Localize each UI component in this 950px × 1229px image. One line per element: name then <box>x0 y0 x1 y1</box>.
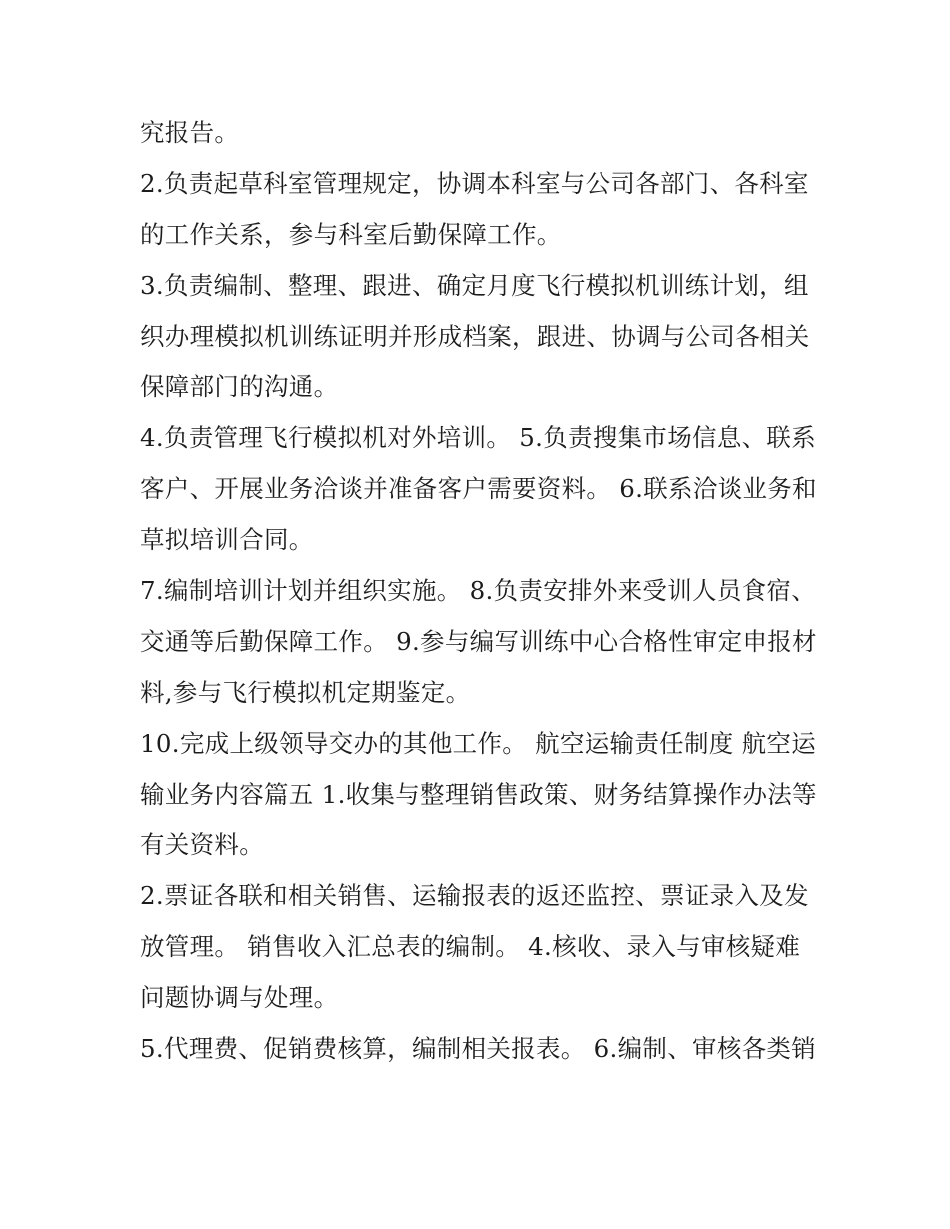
text-line: 的工作关系，参与科室后勤保障工作。 <box>140 219 562 249</box>
text-line: 7.编制培训计划并组织实施。 8.负责安排外来受训人员食宿、 <box>140 576 817 606</box>
text-line: 放管理。 销售收入汇总表的编制。 4.核收、录入与审核疑难 <box>140 932 801 962</box>
text-line: 2.票证各联和相关销售、运输报表的返还监控、票证录入及发 <box>140 881 809 911</box>
text-line: 4.负责管理飞行模拟机对外培训。 5.负责搜集市场信息、联系 <box>140 423 817 453</box>
text-line: 5.代理费、促销费核算，编制相关报表。 6.编制、审核各类销 <box>140 1034 817 1064</box>
document-body <box>140 108 830 1075</box>
text-line: 3.负责编制、整理、跟进、确定月度飞行模拟机训练计划，组 <box>140 270 809 300</box>
text-line: 究报告。 <box>140 118 240 147</box>
text-line: 草拟培训合同。 <box>140 525 314 555</box>
text-line: 客户、开展业务洽谈并准备客户需要资料。 6.联系洽谈业务和 <box>140 474 817 504</box>
text-line: 输业务内容篇五 1.收集与整理销售政策、财务结算操作办法等 <box>140 779 817 809</box>
text-line: 2.负责起草科室管理规定，协调本科室与公司各部门、各科室 <box>140 168 809 198</box>
text-line: 织办理模拟机训练证明并形成档案，跟进、协调与公司各相关 <box>140 321 810 351</box>
text-line: 问题协调与处理。 <box>140 983 339 1013</box>
text-line: 交通等后勤保障工作。 9.参与编写训练中心合格性审定申报材 <box>140 626 817 656</box>
text-line: 料,参与飞行模拟机定期鉴定。 <box>140 677 471 707</box>
text-line: 有关资料。 <box>140 830 264 860</box>
text-line: 保障部门的沟通。 <box>140 372 339 402</box>
text-line: 10.完成上级领导交办的其他工作。 航空运输责任制度 航空运 <box>140 728 817 758</box>
